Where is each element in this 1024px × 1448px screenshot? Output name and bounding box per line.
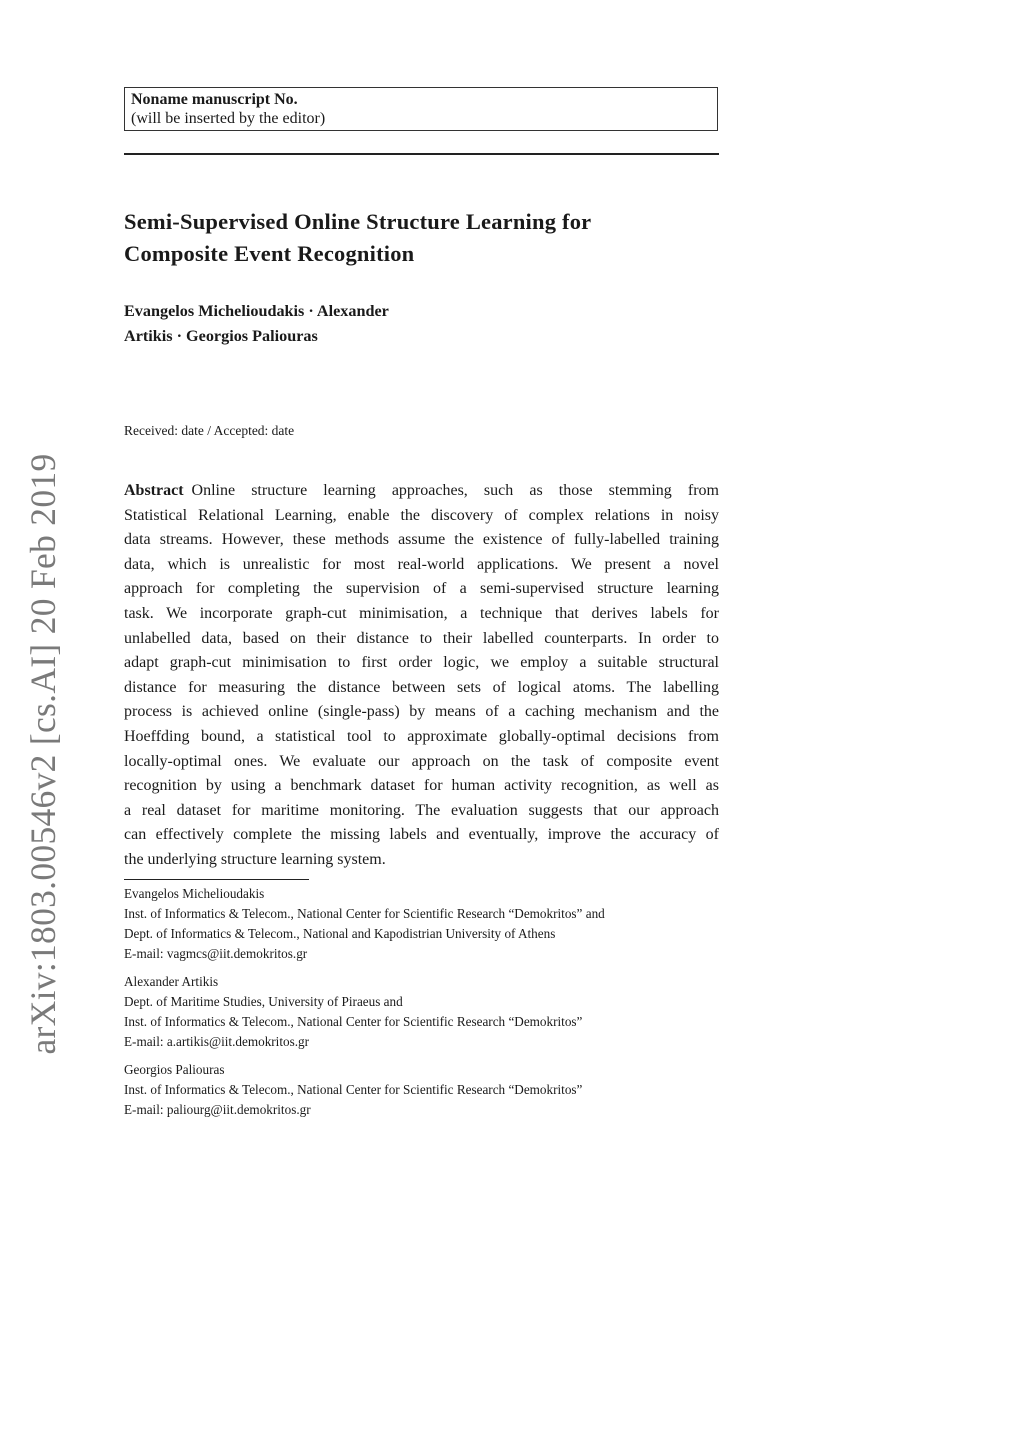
title-line: Semi-Supervised Online Structure Learning for — [124, 209, 592, 234]
affiliations — [124, 884, 719, 1128]
abstract-line: data streams. However, these methods assume the existence of fully-labelled training — [124, 531, 719, 549]
affiliation-line: Inst. of Informatics & Telecom., National Center for Scientific Research “Demokritos” — [124, 1014, 583, 1029]
paper-title — [124, 206, 724, 270]
header-rule — [124, 153, 719, 155]
abstract-line: Hoeffding bound, a statistical tool to approximate globally-optimal decisions from — [124, 727, 719, 745]
manuscript-number-box — [124, 87, 718, 131]
affiliation-email[interactable]: E-mail: paliourg@iit.demokritos.gr — [124, 1102, 311, 1117]
abstract-line: process is achieved online (single-pass) by means of a caching mechanism and the — [124, 703, 719, 721]
affiliation-block — [124, 1060, 719, 1120]
abstract-line: locally-optimal ones. We evaluate our approach on the task of composite event — [124, 752, 719, 770]
abstract-line: distance for measuring the distance between sets of logical atoms. The labelling — [124, 678, 719, 696]
affiliation-line: Dept. of Maritime Studies, University of Piraeus and — [124, 994, 403, 1009]
received-accepted-dates: Received: date / Accepted: date — [124, 423, 295, 438]
abstract-line: the underlying structure learning system. — [124, 850, 386, 868]
abstract-line: Statistical Relational Learning, enable the discovery of complex relations in noisy — [124, 506, 719, 524]
abstract-line — [124, 479, 719, 504]
affiliation-line: Dept. of Informatics & Telecom., National and Kapodistrian University of Athens — [124, 926, 556, 941]
abstract-line: unlabelled data, based on their distance to their labelled counterparts. In order to — [124, 629, 719, 647]
manuscript-number-label: Noname manuscript No. — [131, 91, 298, 108]
footnote-rule — [124, 879, 309, 880]
abstract-line: task. We incorporate graph-cut minimisation, a technique that derives labels for — [124, 604, 719, 622]
affiliation-email[interactable]: E-mail: a.artikis@iit.demokritos.gr — [124, 1034, 310, 1049]
arxiv-identifier-stamp[interactable]: arXiv:1803.00546v2 [cs.AI] 20 Feb 2019 — [23, 453, 63, 1055]
editor-note: (will be inserted by the editor) — [131, 110, 326, 127]
affiliation-email[interactable]: E-mail: vagmcs@iit.demokritos.gr — [124, 946, 308, 961]
abstract-line: can effectively complete the missing labels and eventually, improve the accuracy of — [124, 826, 719, 844]
author-line: Evangelos Michelioudakis · Alexander — [124, 302, 389, 320]
affiliation-line: Inst. of Informatics & Telecom., National Center for Scientific Research “Demokritos” and — [124, 906, 605, 921]
abstract-line-text: Online structure learning approaches, such as those stemming from — [191, 482, 719, 499]
affiliation-author-name: Alexander Artikis — [124, 974, 219, 989]
abstract-heading: Abstract — [124, 482, 184, 499]
affiliation-block — [124, 884, 719, 964]
author-list — [124, 299, 724, 349]
title-line: Composite Event Recognition — [124, 241, 415, 266]
affiliation-author-name: Georgios Paliouras — [124, 1062, 225, 1077]
affiliation-line: Inst. of Informatics & Telecom., National Center for Scientific Research “Demokritos” — [124, 1082, 583, 1097]
affiliation-block — [124, 972, 719, 1052]
abstract-line: a real dataset for maritime monitoring. The evaluation suggests that our approach — [124, 801, 719, 819]
abstract-line: adapt graph-cut minimisation to first order logic, we employ a suitable structural — [124, 654, 719, 672]
author-line: Artikis · Georgios Paliouras — [124, 327, 318, 345]
abstract-line: data, which is unrealistic for most real-world applications. We present a novel — [124, 555, 719, 573]
abstract-line: recognition by using a benchmark dataset for human activity recognition, as well as — [124, 777, 719, 795]
abstract — [124, 479, 719, 873]
abstract-line: approach for completing the supervision of a semi-supervised structure learning — [124, 580, 719, 598]
affiliation-author-name: Evangelos Michelioudakis — [124, 886, 265, 901]
